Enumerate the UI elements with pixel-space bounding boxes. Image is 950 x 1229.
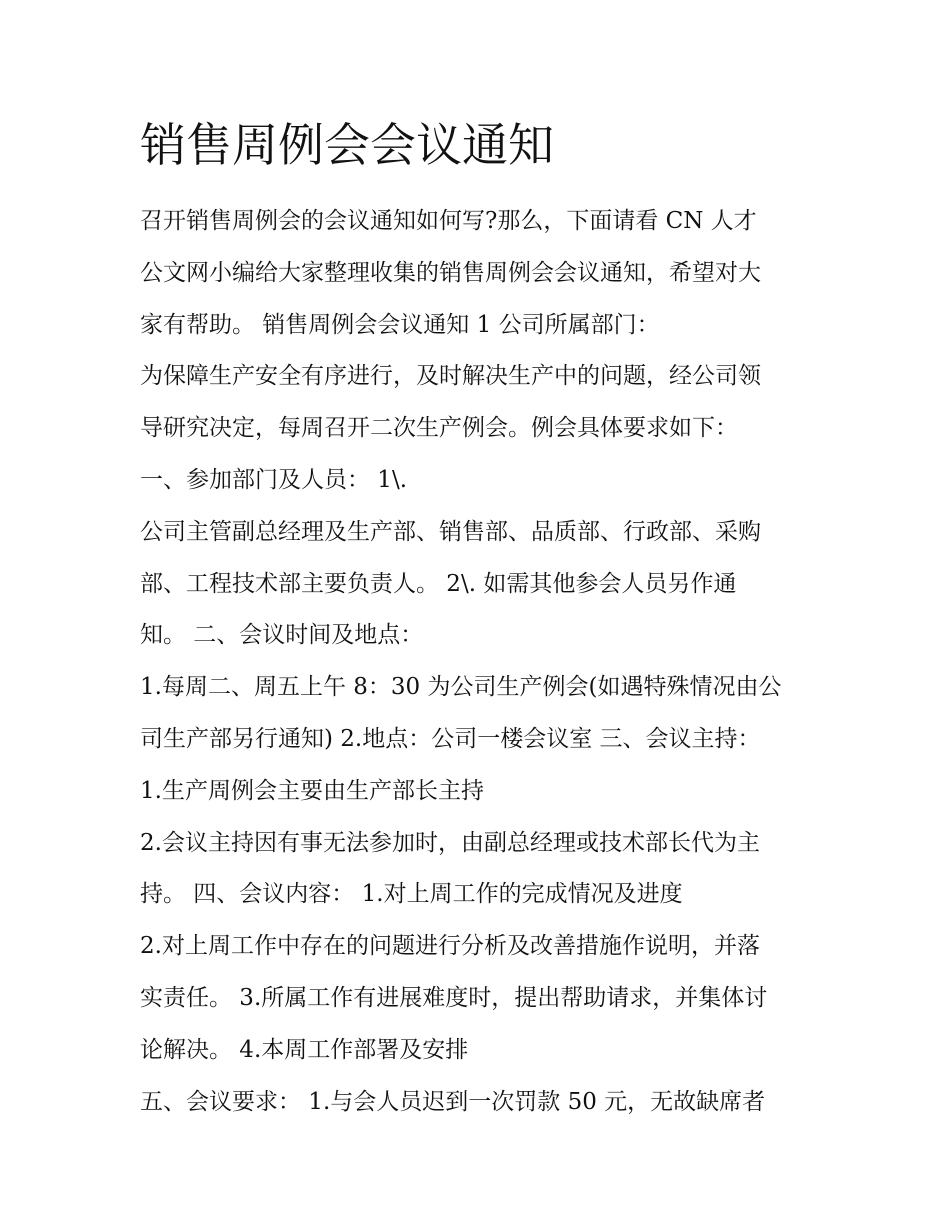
document-body <box>140 196 830 1128</box>
body-line: 实责任。 3.所属工作有进展难度时，提出帮助请求，并集体讨 <box>140 984 768 1011</box>
body-line: 家有帮助。 销售周例会会议通知 1 公司所属部门： <box>140 311 660 338</box>
body-line: 知。 二、会议时间及地点： <box>140 622 424 649</box>
body-line: 召开销售周例会的会议通知如何写?那么，下面请看 CN 人才 <box>140 208 757 234</box>
body-line: 公司主管副总经理及生产部、销售部、品质部、行政部、采购 <box>140 518 761 545</box>
body-line: 1.生产周例会主要由生产部长主持 <box>140 777 484 804</box>
body-line: 导研究决定，每周召开二次生产例会。例会具体要求如下： <box>140 415 738 442</box>
body-line: 持。 四、会议内容： 1.对上周工作的完成情况及进度 <box>140 881 683 908</box>
body-line: 论解决。 4.本周工作部署及安排 <box>140 1036 469 1063</box>
document-title: 销售周例会会议通知 <box>140 118 554 172</box>
body-line: 公文网小编给大家整理收集的销售周例会会议通知，希望对大 <box>140 259 761 286</box>
body-line: 五、会议要求： 1.与会人员迟到一次罚款 50 元，无故缺席者 <box>140 1088 766 1115</box>
body-line: 1.每周二、周五上午 8：30 为公司生产例会(如遇特殊情况由公 <box>140 674 782 701</box>
body-line: 2.对上周工作中存在的问题进行分析及改善措施作说明，并落 <box>140 933 760 960</box>
body-line: 2.会议主持因有事无法参加时，由副总经理或技术部长代为主 <box>140 829 760 856</box>
body-line: 为保障生产安全有序进行，及时解决生产中的问题，经公司领 <box>140 363 761 390</box>
body-line: 一、参加部门及人员： 1\. <box>140 466 408 493</box>
body-line: 司生产部另行通知) 2.地点：公司一楼会议室 三、会议主持： <box>140 725 761 752</box>
body-line: 部、工程技术部主要负责人。 2\. 如需其他参会人员另作通 <box>140 570 737 597</box>
